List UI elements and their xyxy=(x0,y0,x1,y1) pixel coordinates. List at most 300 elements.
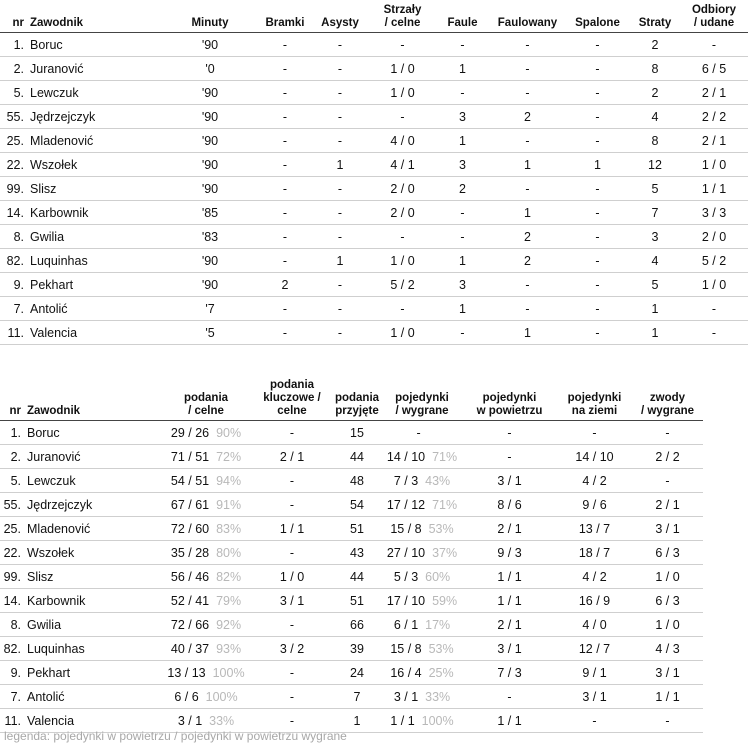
stat-cell: - xyxy=(337,301,343,316)
stat-value: 27 / 10 xyxy=(386,545,426,560)
stat-percentage: 53% xyxy=(428,641,454,656)
stat-value: 5 / 3 xyxy=(393,569,419,584)
player-name: Valencia xyxy=(27,713,75,728)
stat-cell: 2 xyxy=(524,253,531,268)
stat-cell xyxy=(160,445,252,469)
stat-cell: 4 xyxy=(651,253,659,268)
stat-cell: - xyxy=(592,713,597,728)
stat-cell xyxy=(160,637,252,661)
player-name: Valencia xyxy=(30,325,78,340)
player-number: 8. xyxy=(13,229,24,244)
stat-value: 15 / 8 xyxy=(390,521,422,536)
stat-cell: - xyxy=(460,229,465,244)
stat-cell: 1 / 0 xyxy=(390,61,415,76)
stat-cell: 2 xyxy=(651,37,659,52)
stat-cell: - xyxy=(289,713,295,728)
stat-cell xyxy=(160,517,252,541)
stat-cell: 3 xyxy=(459,157,466,172)
stat-cell: 1 / 0 xyxy=(390,85,415,100)
player-number: 99. xyxy=(6,181,24,196)
stat-cell: - xyxy=(595,181,600,196)
stat-cell: 16 / 9 xyxy=(578,593,611,608)
stat-value: 13 / 13 xyxy=(167,665,206,680)
stat-cell: - xyxy=(337,205,343,220)
player-number: 1. xyxy=(10,425,21,440)
player-name: Boruc xyxy=(27,425,60,440)
stat-value: 29 / 26 xyxy=(170,425,210,440)
player-number: 1. xyxy=(13,37,24,52)
player-name: Luquinhas xyxy=(27,641,85,656)
stat-cell xyxy=(382,517,462,541)
stat-cell: 3 / 1 xyxy=(655,665,680,680)
stat-cell: 5 xyxy=(651,277,659,292)
stat-cell: - xyxy=(337,133,343,148)
stat-cell: - xyxy=(282,37,288,52)
player-name: Jędrzejczyk xyxy=(30,109,96,124)
stat-value: 15 / 8 xyxy=(390,641,422,656)
column-header: Bramki xyxy=(265,17,305,29)
player-name: Luquinhas xyxy=(30,253,88,268)
stat-cell: 6 / 5 xyxy=(701,61,727,76)
stat-cell: '5 xyxy=(205,325,215,340)
stat-percentage: 71% xyxy=(432,449,458,464)
stat-cell xyxy=(382,685,462,709)
stat-cell: - xyxy=(460,85,465,100)
stat-cell: 44 xyxy=(350,449,364,464)
stat-cell: 1 xyxy=(459,301,466,316)
player-name: Boruc xyxy=(30,37,63,52)
stat-value: 6 / 1 xyxy=(393,617,419,632)
player-name: Pekhart xyxy=(27,665,71,680)
stat-cell: - xyxy=(525,277,530,292)
player-name: Mladenović xyxy=(30,133,94,148)
stat-cell: '90 xyxy=(201,133,219,148)
stat-value: 52 / 41 xyxy=(170,593,210,608)
player-number: 9. xyxy=(10,665,21,680)
stat-cell: '85 xyxy=(201,205,219,220)
stat-cell: 1 / 1 xyxy=(279,521,305,536)
stat-cell: 5 / 2 xyxy=(390,277,415,292)
stat-value: 72 / 60 xyxy=(170,521,210,536)
stat-cell: 1 / 0 xyxy=(390,325,415,340)
player-name: Juranović xyxy=(30,61,84,76)
stat-cell: - xyxy=(337,37,343,52)
stat-cell: 7 / 3 xyxy=(497,665,522,680)
stat-cell: - xyxy=(460,325,465,340)
stat-cell: 1 xyxy=(336,253,344,268)
stat-cell: - xyxy=(282,301,288,316)
stat-cell: '90 xyxy=(201,85,219,100)
stat-value: 3 / 1 xyxy=(393,689,419,704)
stat-percentage: 37% xyxy=(432,545,458,560)
stat-cell xyxy=(160,469,252,493)
stat-cell: - xyxy=(289,473,295,488)
stat-cell xyxy=(382,469,462,493)
column-header: nr xyxy=(12,17,24,29)
player-number: 55. xyxy=(3,497,21,512)
stat-percentage: 92% xyxy=(216,617,242,632)
stat-cell: 1 / 1 xyxy=(497,713,522,728)
table-row xyxy=(0,105,748,129)
stat-value: 14 / 10 xyxy=(386,449,426,464)
stat-cell: 1 / 1 xyxy=(497,593,522,608)
stat-cell: '90 xyxy=(201,109,219,124)
stat-percentage: 91% xyxy=(216,497,242,512)
stat-cell: 15 xyxy=(350,425,364,440)
table-row xyxy=(0,297,748,321)
stat-cell: 5 / 2 xyxy=(701,253,727,268)
player-number: 11. xyxy=(4,713,21,728)
stat-percentage: 33% xyxy=(209,713,235,728)
table-body xyxy=(0,421,703,733)
column-header: pojedynki w powietrzu xyxy=(476,392,543,417)
column-header: zwody / wygrane xyxy=(640,392,695,417)
stat-cell: 1 xyxy=(524,325,531,340)
player-number: 14. xyxy=(6,205,24,220)
stat-cell: 1 xyxy=(459,133,466,148)
stat-percentage: 90% xyxy=(216,425,242,440)
stat-percentage: 100% xyxy=(205,689,238,704)
stat-cell: 44 xyxy=(350,569,364,584)
stat-cell: 9 / 6 xyxy=(582,497,607,512)
stat-cell: '90 xyxy=(201,181,219,196)
stat-cell: 18 / 7 xyxy=(578,545,611,560)
column-header: Minuty xyxy=(191,17,229,29)
stat-cell: 1 / 0 xyxy=(655,617,680,632)
stat-value: 35 / 28 xyxy=(170,545,210,560)
stat-cell: - xyxy=(460,37,465,52)
stat-percentage: 59% xyxy=(432,593,458,608)
stat-cell: 3 / 1 xyxy=(655,521,680,536)
stat-cell: 6 / 3 xyxy=(655,545,680,560)
stat-cell: - xyxy=(595,85,600,100)
stat-cell: - xyxy=(282,109,288,124)
stat-cell: '7 xyxy=(205,301,215,316)
stat-cell: - xyxy=(282,253,288,268)
stat-cell: 51 xyxy=(350,593,364,608)
column-header: nr xyxy=(9,405,21,417)
stat-cell: 12 / 7 xyxy=(578,641,611,656)
stat-cell: - xyxy=(525,133,530,148)
header-row xyxy=(0,4,748,33)
stat-cell: - xyxy=(282,325,288,340)
player-number: 55. xyxy=(6,109,24,124)
stat-cell: - xyxy=(711,301,717,316)
stat-cell: 1 xyxy=(353,713,361,728)
stat-cell: - xyxy=(400,229,405,244)
column-header: Faulowany xyxy=(497,17,558,29)
table-row xyxy=(0,613,703,637)
stat-value: 40 / 37 xyxy=(170,641,210,656)
stat-value: 6 / 6 xyxy=(174,689,199,704)
column-header: Faule xyxy=(447,17,478,29)
stat-percentage: 82% xyxy=(216,569,242,584)
stat-percentage: 100% xyxy=(212,665,245,680)
stat-cell xyxy=(382,613,462,637)
stat-cell xyxy=(160,685,252,709)
stat-cell xyxy=(382,541,462,565)
stat-cell: 12 xyxy=(648,157,662,172)
stat-cell: - xyxy=(592,425,597,440)
stat-cell: 2 / 1 xyxy=(497,521,522,536)
stat-cell: '90 xyxy=(201,253,219,268)
stat-cell: 1 / 0 xyxy=(701,277,727,292)
match-stats-table xyxy=(0,4,748,345)
stat-cell: 1 xyxy=(651,325,659,340)
stat-cell: - xyxy=(282,229,288,244)
player-name: Antolić xyxy=(30,301,68,316)
player-number: 2. xyxy=(10,449,21,464)
stat-cell: - xyxy=(595,205,600,220)
stat-cell: '90 xyxy=(201,37,219,52)
player-number: 9. xyxy=(13,277,24,292)
stat-cell: - xyxy=(595,253,600,268)
stat-cell: 3 / 1 xyxy=(497,641,522,656)
table-body xyxy=(0,33,748,345)
stat-cell: - xyxy=(337,229,343,244)
stat-percentage: 17% xyxy=(425,617,451,632)
stat-cell: 4 / 1 xyxy=(390,157,415,172)
table-row xyxy=(0,565,703,589)
stat-cell: 3 xyxy=(459,277,466,292)
stat-percentage: 60% xyxy=(425,569,451,584)
stat-cell: - xyxy=(337,85,343,100)
player-name: Wszołek xyxy=(30,157,78,172)
player-number: 25. xyxy=(3,521,21,536)
column-header: Zawodnik xyxy=(27,405,81,417)
stat-cell: 1 / 1 xyxy=(701,181,727,196)
player-number: 82. xyxy=(6,253,24,268)
table-row xyxy=(0,685,703,709)
stat-cell: - xyxy=(337,181,343,196)
stat-cell: - xyxy=(525,85,530,100)
stat-value: 7 / 3 xyxy=(393,473,419,488)
stat-cell: 1 xyxy=(459,253,466,268)
stat-cell: 2 / 1 xyxy=(497,617,522,632)
stat-value: 17 / 12 xyxy=(386,497,426,512)
table-row xyxy=(0,589,703,613)
stat-cell: '90 xyxy=(201,277,219,292)
stat-cell: - xyxy=(289,689,295,704)
stat-cell: - xyxy=(289,425,295,440)
column-header: pojedynki na ziemi xyxy=(567,392,622,417)
stat-cell: 2 xyxy=(524,109,531,124)
stat-percentage: 100% xyxy=(421,713,454,728)
table-row xyxy=(0,637,703,661)
stat-cell: - xyxy=(337,277,343,292)
stat-cell: 2 xyxy=(281,277,289,292)
stat-cell: 1 xyxy=(336,157,344,172)
stat-cell: - xyxy=(525,301,530,316)
stat-cell: 1 / 0 xyxy=(279,569,305,584)
player-number: 2. xyxy=(13,61,24,76)
stat-cell: - xyxy=(711,37,717,52)
stat-cell: - xyxy=(595,37,600,52)
column-header: podania kluczowe / celne xyxy=(263,379,321,417)
stat-cell: 3 / 1 xyxy=(279,593,305,608)
stat-cell: - xyxy=(289,665,295,680)
stat-cell: - xyxy=(595,229,600,244)
stat-cell: 66 xyxy=(350,617,364,632)
stat-value: 56 / 46 xyxy=(170,569,210,584)
stat-cell: 4 / 0 xyxy=(582,617,607,632)
stat-cell: - xyxy=(507,689,512,704)
stat-cell xyxy=(382,493,462,517)
table-row xyxy=(0,129,748,153)
stat-cell: - xyxy=(595,133,600,148)
stat-cell: 4 xyxy=(651,109,659,124)
stat-percentage: 71% xyxy=(432,497,458,512)
stat-cell: 8 xyxy=(651,61,659,76)
table-row xyxy=(0,445,703,469)
player-number: 5. xyxy=(10,473,21,488)
stat-cell: 6 / 3 xyxy=(655,593,680,608)
stat-value: 16 / 4 xyxy=(390,665,422,680)
stat-cell: 2 / 1 xyxy=(655,497,680,512)
stat-cell: 54 xyxy=(350,497,364,512)
column-header: Spalone xyxy=(575,17,620,29)
legend-note: legenda: pojedynki w powietrzu / pojedynki w powietrzu wygrane xyxy=(4,729,347,743)
stat-cell xyxy=(382,661,462,685)
stat-cell: - xyxy=(665,473,670,488)
stat-cell: 1 xyxy=(459,61,466,76)
stat-cell: 48 xyxy=(350,473,364,488)
stat-cell: 1 xyxy=(524,205,531,220)
stat-cell: '0 xyxy=(205,61,215,76)
column-header: pojedynki / wygrane xyxy=(395,392,449,417)
player-number: 7. xyxy=(10,689,21,704)
stat-cell: 2 / 0 xyxy=(701,229,727,244)
stat-percentage: 93% xyxy=(216,641,242,656)
table-row xyxy=(0,57,748,81)
stat-cell xyxy=(382,637,462,661)
stat-cell: - xyxy=(289,545,295,560)
column-header: Straty xyxy=(638,17,672,29)
stat-cell: 1 / 0 xyxy=(390,253,415,268)
stat-cell: - xyxy=(282,133,288,148)
stat-cell: 2 / 1 xyxy=(701,133,727,148)
stat-cell: 4 / 3 xyxy=(655,641,680,656)
player-name: Karbownik xyxy=(27,593,86,608)
stat-cell: - xyxy=(337,325,343,340)
table-row xyxy=(0,541,703,565)
stat-cell xyxy=(160,493,252,517)
stat-cell: - xyxy=(595,301,600,316)
stat-percentage: 33% xyxy=(425,689,451,704)
stat-value: 1 / 1 xyxy=(390,713,415,728)
stat-cell: 8 / 6 xyxy=(497,497,522,512)
stat-percentage: 25% xyxy=(428,665,454,680)
stat-cell: - xyxy=(595,325,600,340)
stat-value: 54 / 51 xyxy=(170,473,210,488)
player-number: 82. xyxy=(3,641,21,656)
stat-cell: - xyxy=(507,425,512,440)
stat-cell: - xyxy=(665,713,670,728)
table-row xyxy=(0,273,748,297)
stat-cell: - xyxy=(665,425,670,440)
player-name: Gwilia xyxy=(30,229,65,244)
stat-value: - xyxy=(416,425,421,440)
table-row xyxy=(0,661,703,685)
player-name: Slisz xyxy=(27,569,54,584)
column-header: Asysty xyxy=(321,17,359,29)
stat-cell: 2 xyxy=(459,181,466,196)
stat-cell: - xyxy=(400,301,405,316)
stat-cell: - xyxy=(711,325,717,340)
column-header: podania przyjęte xyxy=(334,392,380,417)
stat-cell: 2 / 1 xyxy=(279,449,305,464)
stat-cell xyxy=(160,541,252,565)
table-row xyxy=(0,421,703,445)
stat-cell: - xyxy=(289,617,295,632)
stat-cell: 3 / 1 xyxy=(582,689,607,704)
stat-cell: - xyxy=(525,61,530,76)
stat-cell: 2 / 2 xyxy=(701,109,727,124)
player-name: Wszołek xyxy=(27,545,75,560)
table-row xyxy=(0,177,748,201)
player-name: Juranović xyxy=(27,449,81,464)
stat-cell: 24 xyxy=(350,665,364,680)
stat-cell: - xyxy=(337,61,343,76)
stat-cell: 2 xyxy=(524,229,531,244)
stat-cell xyxy=(160,661,252,685)
stat-percentage: 72% xyxy=(216,449,242,464)
stat-cell: 7 xyxy=(651,205,659,220)
stat-cell: '90 xyxy=(201,157,219,172)
table-row xyxy=(0,469,703,493)
player-name: Mladenović xyxy=(27,521,91,536)
player-name: Pekhart xyxy=(30,277,74,292)
player-number: 22. xyxy=(3,545,21,560)
stat-cell: 2 / 1 xyxy=(701,85,727,100)
stat-cell: 5 xyxy=(651,181,659,196)
header-row xyxy=(0,379,703,421)
stat-percentage: 79% xyxy=(216,593,242,608)
stat-cell: 51 xyxy=(350,521,364,536)
stat-cell: 1 / 0 xyxy=(655,569,680,584)
player-name: Jędrzejczyk xyxy=(27,497,93,512)
stat-cell: - xyxy=(282,61,288,76)
column-header: podania / celne xyxy=(183,392,229,417)
table-row xyxy=(0,493,703,517)
stat-cell: 1 / 0 xyxy=(701,157,727,172)
player-name: Lewczuk xyxy=(27,473,76,488)
stat-cell: 9 / 1 xyxy=(582,665,607,680)
stat-cell: - xyxy=(595,109,600,124)
player-number: 5. xyxy=(13,85,24,100)
stat-cell: 9 / 3 xyxy=(497,545,522,560)
stat-cell: 3 / 1 xyxy=(497,473,522,488)
table-row xyxy=(0,517,703,541)
stat-cell: 1 xyxy=(524,157,531,172)
stat-cell: 2 xyxy=(651,85,659,100)
stat-cell: - xyxy=(282,157,288,172)
stat-cell: 1 / 1 xyxy=(497,569,522,584)
table-row xyxy=(0,249,748,273)
stat-value: 71 / 51 xyxy=(170,449,210,464)
stat-cell xyxy=(382,565,462,589)
player-name: Antolić xyxy=(27,689,65,704)
stat-cell: 39 xyxy=(350,641,364,656)
stat-cell: - xyxy=(282,205,288,220)
stat-cell: 4 / 0 xyxy=(390,133,415,148)
stat-cell: - xyxy=(507,449,512,464)
stat-cell: 3 / 3 xyxy=(701,205,727,220)
stat-cell xyxy=(160,589,252,613)
stat-percentage: 53% xyxy=(428,521,454,536)
player-name: Karbownik xyxy=(30,205,89,220)
player-number: 25. xyxy=(6,133,24,148)
